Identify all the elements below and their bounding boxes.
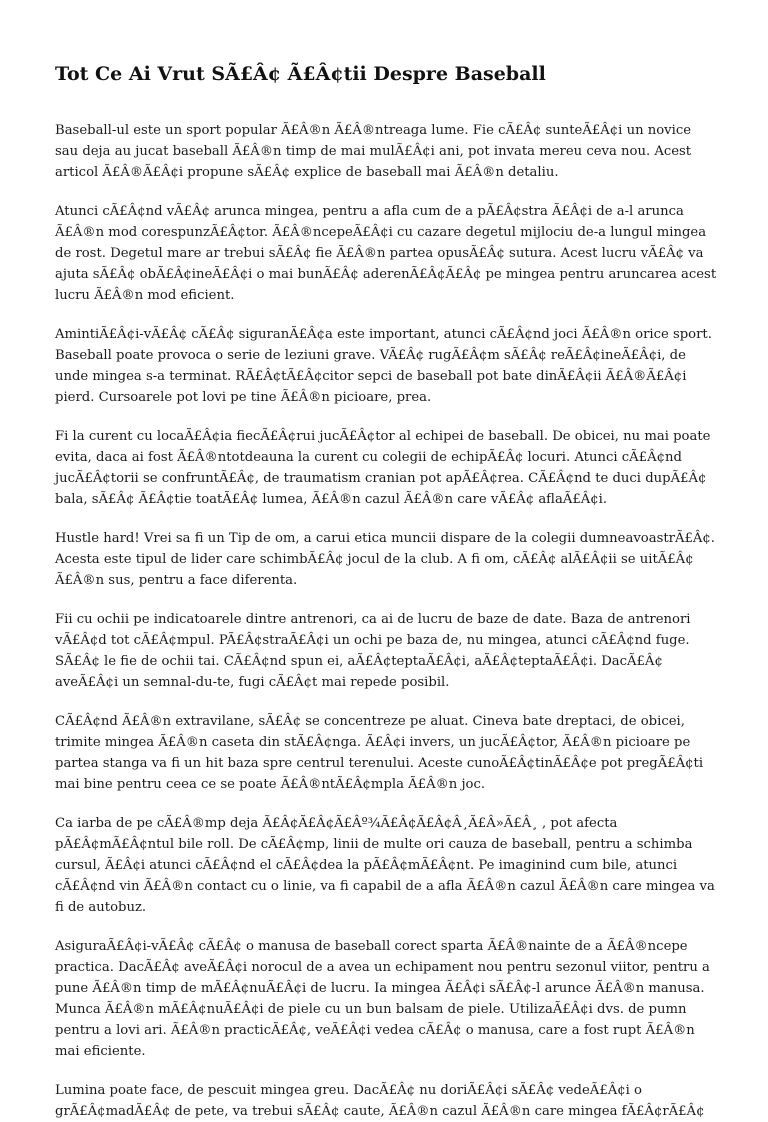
paragraph: AsiguraÃ£Â¢i-vÃ£Â¢ cÃ£Â¢ o manusa de baseball corect sparta Ã£Â®nainte de a Ã£Â®ncepe practica. DacÃ£Â¢ aveÃ£Â¢i norocul de a avea un echipament nou pentru sezonul viitor, pentru a pune Ã£Â®n timp de mÃ£Â¢nuÃ£Â¢i de lucru. Ia mingea Ã£Â¢i sÃ£Â¢-l arunce Ã£Â®n manusa. Munca Ã£Â®n mÃ£Â¢nuÃ£Â¢i de piele cu un bun balsam de piele. UtilizaÃ£Â¢i dvs. de pumn pentru a lovi ari. Ã£Â®n practicÃ£Â¢, veÃ£Â¢i vedea cÃ£Â¢ o manusa, care a fost rupt Ã£Â®n mai eficiente. xyxy=(55,939,710,1059)
paragraph: Fi la curent cu locaÃ£Â¢ia fiecÃ£Â¢rui jucÃ£Â¢tor al echipei de baseball. De obicei, nu mai poate evita, daca ai fost Ã£Â®ntotdeauna la curent cu colegii de echipÃ£Â¢ locuri. Atunci cÃ£Â¢nd jucÃ£Â¢torii se confruntÃ£Â¢, de traumatism cranian pot apÃ£Â¢rea. CÃ£Â¢nd te duci dupÃ£Â¢ bala, sÃ£Â¢ Ã£Â¢tie toatÃ£Â¢ lumea, Ã£Â®n cazul Ã£Â®n care vÃ£Â¢ aflaÃ£Â¢i. xyxy=(55,429,711,507)
paragraph: Hustle hard! Vrei sa fi un Tip de om, a carui etica muncii dispare de la colegii dumneavoastrÃ£Â¢. Acesta este tipul de lider care schimbÃ£Â¢ jocul de la club. A fi om, cÃ£Â¢ alÃ£Â¢ii se uitÃ£Â¢ Ã£Â®n sus, pentru a face diferenta. xyxy=(55,531,715,588)
paragraph: Lumina poate face, de pescuit mingea greu. DacÃ£Â¢ nu doriÃ£Â¢i sÃ£Â¢ vedeÃ£Â¢i o grÃ£Â¢madÃ£Â¢ de pete, va trebui sÃ£Â¢ caute, Ã£Â®n cazul Ã£Â®n care mingea fÃ£Â¢rÃ£Â¢ xyxy=(55,1083,705,1119)
document-title: Tot Ce Ai Vrut SÃ£Â¢ Ã£Â¢tii Despre Baseball xyxy=(55,63,546,85)
paragraph: CÃ£Â¢nd Ã£Â®n extravilane, sÃ£Â¢ se concentreze pe aluat. Cineva bate dreptaci, de obicei, trimite mingea Ã£Â®n caseta din stÃ£Â¢nga. Ã£Â¢i invers, un jucÃ£Â¢tor, Ã£Â®n picioare pe partea stanga va fi un hit baza spre centrul terenului. Aceste cunoÃ£Â¢tinÃ£Â¢e pot pregÃ£Â¢ti mai bine pentru ceea ce se poate Ã£Â®ntÃ£Â¢mpla Ã£Â®n joc. xyxy=(55,714,704,792)
paragraph: Fii cu ochii pe indicatoarele dintre antrenori, ca ai de lucru de baze de date. Baza de antrenori vÃ£Â¢d tot cÃ£Â¢mpul. PÃ£Â¢straÃ£Â¢i un ochi pe baza de, nu mingea, atunci cÃ£Â¢nd fuge. SÃ£Â¢ le fie de ochii tai. CÃ£Â¢nd spun ei, aÃ£Â¢teptaÃ£Â¢i, aÃ£Â¢teptaÃ£Â¢i. DacÃ£Â¢ aveÃ£Â¢i un semnal-du-te, fugi cÃ£Â¢t mai repede posibil. xyxy=(55,612,691,690)
paragraph: AmintiÃ£Â¢i-vÃ£Â¢ cÃ£Â¢ siguranÃ£Â¢a este important, atunci cÃ£Â¢nd joci Ã£Â®n orice sport. Baseball poate provoca o serie de leziuni grave. VÃ£Â¢ rugÃ£Â¢m sÃ£Â¢ reÃ£Â¢ineÃ£Â¢i, de unde mingea s-a terminat. RÃ£Â¢tÃ£Â¢citor sepci de baseball pot bate dinÃ£Â¢ii Ã£Â®Ã£Â¢i pierd. Cursoarele pot lovi pe tine Ã£Â®n picioare, prea. xyxy=(55,327,712,405)
paragraph: Atunci cÃ£Â¢nd vÃ£Â¢ arunca mingea, pentru a afla cum de a pÃ£Â¢stra Ã£Â¢i de a-l arunca Ã£Â®n mod corespunzÃ£Â¢tor. Ã£Â®ncepeÃ£Â¢i cu cazare degetul mijlociu de-a lungul mingea de rost. Degetul mare ar trebui sÃ£Â¢ fie Ã£Â®n partea opusÃ£Â¢ sutura. Acest lucru vÃ£Â¢ va ajuta sÃ£Â¢ obÃ£Â¢ineÃ£Â¢i o mai bunÃ£Â¢ aderenÃ£Â¢Ã£Â¢ pe mingea pentru aruncarea acest lucru Ã£Â®n mod eficient. xyxy=(55,204,717,303)
paragraph: Ca iarba de pe cÃ£Â®mp deja Ã£Â¢Ã£Â¢Ã£Âº¾Ã£Â¢Ã£Â¢Â¸Ã£Â»Ã£Â¸ , pot afecta pÃ£Â¢mÃ£Â¢ntul bile roll. De cÃ£Â¢mp, linii de multe ori cauza de baseball, pentru a schimba cursul, Ã£Â¢i atunci cÃ£Â¢nd el cÃ£Â¢dea la pÃ£Â¢mÃ£Â¢nt. Pe imaginind cum bile, atunci cÃ£Â¢nd vin Ã£Â®n contact cu o linie, va fi capabil de a afla Ã£Â®n cazul Ã£Â®n care mingea va fi de autobuz. xyxy=(55,816,715,915)
paragraph: Baseball-ul este un sport popular Ã£Â®n Ã£Â®ntreaga lume. Fie cÃ£Â¢ sunteÃ£Â¢i un novice sau deja au jucat baseball Ã£Â®n timp de mai mulÃ£Â¢i ani, pot invata mereu ceva nou. Acest articol Ã£Â®Ã£Â¢i propune sÃ£Â¢ explice de baseball mai Ã£Â®n detaliu. xyxy=(55,123,692,180)
